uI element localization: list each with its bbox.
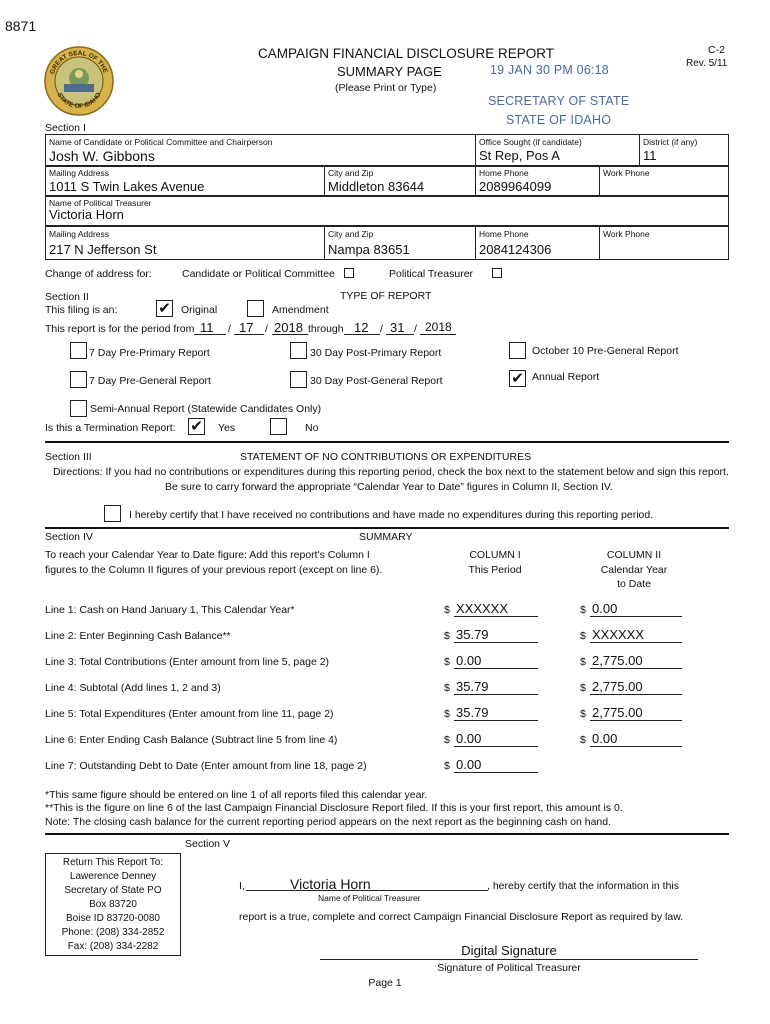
october10-pregeneral-label: October 10 Pre-General Report bbox=[532, 345, 679, 357]
summary-line-label: Line 1: Cash on Hand January 1, This Calendar Year* bbox=[45, 604, 295, 616]
return-address-line: Return This Report To: bbox=[62, 857, 164, 868]
section-3-directions-2: Be sure to carry forward the appropriate “Calendar Year to Date” figures in Column II, Section IV. bbox=[165, 481, 613, 493]
summary-intro-2: figures to the Column II figures of your previous report (except on line 6). bbox=[45, 564, 383, 576]
section-2-label: Section II bbox=[45, 291, 89, 303]
form-revision: Rev. 5/11 bbox=[686, 58, 728, 69]
section-3-directions-1: Directions: If you had no contributions or expenditures during this reporting period, check the box next to the statement below and sign this report. bbox=[53, 466, 729, 478]
column-2-subtitle-2: to Date bbox=[617, 578, 651, 590]
summary-intro-1: To reach your Calendar Year to Date figure: Add this report's Column I bbox=[45, 549, 370, 561]
treasurer-work-phone-label: Work Phone bbox=[603, 229, 650, 239]
column-2-title: COLUMN II bbox=[606, 549, 662, 561]
no-contributions-heading: STATEMENT OF NO CONTRIBUTIONS OR EXPENDITURES bbox=[240, 451, 532, 463]
page-number: Page 1 bbox=[368, 977, 402, 989]
change-candidate-label: Candidate or Political Committee bbox=[182, 268, 335, 280]
currency-symbol: $ bbox=[580, 656, 586, 668]
return-address-line: Box 83720 bbox=[89, 899, 137, 910]
svg-text:GREAT SEAL OF THE: GREAT SEAL OF THE bbox=[48, 49, 109, 76]
currency-symbol: $ bbox=[444, 734, 450, 746]
summary-line-label: Line 5: Total Expenditures (Enter amount from line 11, page 2) bbox=[45, 708, 334, 720]
summary-line-label: Line 3: Total Contributions (Enter amount from line 5, page 2) bbox=[45, 656, 330, 668]
state-seal-logo bbox=[44, 46, 114, 116]
type-of-report-heading: TYPE OF REPORT bbox=[340, 290, 432, 302]
form-code: C-2 bbox=[708, 44, 725, 56]
svg-text:STATE OF IDAHO: STATE OF IDAHO bbox=[55, 91, 103, 111]
currency-symbol: $ bbox=[444, 630, 450, 642]
signature-caption: Signature of Political Treasurer bbox=[437, 962, 581, 974]
period-from-day[interactable]: 17 bbox=[239, 320, 254, 335]
section-4-label: Section IV bbox=[45, 531, 93, 543]
city-zip-label: City and Zip bbox=[328, 168, 374, 178]
column-1-title: COLUMN I bbox=[469, 549, 521, 561]
print-instructions: (Please Print or Type) bbox=[335, 82, 437, 94]
amendment-label: Amendment bbox=[272, 304, 329, 316]
period-to-year[interactable]: 2018 bbox=[425, 320, 452, 334]
work-phone-label: Work Phone bbox=[603, 168, 650, 178]
certify-statement-2: report is a true, complete and correct Campaign Financial Disclosure Report as required by law. bbox=[239, 911, 684, 923]
treasurer-name-signature-field[interactable]: Victoria Horn bbox=[290, 876, 371, 892]
change-treasurer-label: Political Treasurer bbox=[389, 268, 474, 280]
pre-primary-7day-label: 7 Day Pre-Primary Report bbox=[89, 347, 210, 359]
post-primary-30day-checkbox[interactable] bbox=[290, 342, 307, 359]
candidate-name-field[interactable]: Josh W. Gibbons bbox=[49, 148, 155, 164]
column-2-value[interactable]: 0.00 bbox=[592, 731, 618, 746]
date-separator: / bbox=[265, 323, 268, 335]
amendment-checkbox[interactable] bbox=[247, 300, 264, 317]
original-checkbox[interactable]: ✔ bbox=[156, 300, 173, 317]
report-title: CAMPAIGN FINANCIAL DISCLOSURE REPORT bbox=[258, 46, 555, 61]
period-to-month[interactable]: 12 bbox=[354, 320, 369, 335]
return-address-line: Secretary of State PO bbox=[64, 885, 162, 896]
currency-symbol: $ bbox=[444, 708, 450, 720]
date-separator: / bbox=[380, 323, 383, 335]
column-2-value[interactable]: 2,775.00 bbox=[592, 653, 643, 668]
column-1-value[interactable]: XXXXXX bbox=[456, 601, 509, 616]
termination-no-label: No bbox=[305, 422, 319, 434]
return-address-line: Boise ID 83720-0080 bbox=[66, 913, 160, 924]
pre-general-7day-checkbox[interactable] bbox=[70, 371, 87, 388]
summary-line-label: Line 7: Outstanding Debt to Date (Enter amount from line 18, page 2) bbox=[45, 760, 367, 772]
date-separator: / bbox=[414, 323, 417, 335]
column-2-value[interactable]: 2,775.00 bbox=[592, 705, 643, 720]
certify-i-label: I, bbox=[239, 880, 245, 892]
section-divider bbox=[45, 833, 729, 835]
change-candidate-checkbox[interactable] bbox=[344, 268, 354, 278]
termination-label: Is this a Termination Report: bbox=[45, 422, 176, 434]
summary-heading: SUMMARY bbox=[359, 531, 413, 543]
office-sought-label: Office Sought (if candidate) bbox=[479, 137, 582, 147]
filing-type-label: This filing is an: bbox=[45, 304, 118, 316]
column-1-value[interactable]: 0.00 bbox=[456, 653, 482, 668]
return-address-line: Phone: (208) 334-2852 bbox=[61, 927, 165, 938]
change-address-label: Change of address for: bbox=[45, 268, 152, 280]
candidate-name-label: Name of Candidate or Political Committee and Chairperson bbox=[49, 137, 273, 147]
currency-symbol: $ bbox=[444, 682, 450, 694]
column-1-value[interactable]: 35.79 bbox=[456, 679, 489, 694]
office-sought-field[interactable]: St Rep, Pos A bbox=[479, 148, 560, 163]
home-phone-field[interactable]: 2089964099 bbox=[479, 179, 552, 194]
annual-report-label: Annual Report bbox=[532, 371, 600, 383]
pre-primary-7day-checkbox[interactable] bbox=[70, 342, 87, 359]
footnote-2: **This is the figure on line 6 of the last Campaign Financial Disclosure Report filed. If this is your first report, this amount is 0. bbox=[45, 802, 623, 814]
column-1-value[interactable]: 0.00 bbox=[456, 757, 482, 772]
period-label: This report is for the period from bbox=[45, 323, 195, 335]
treasurer-city-field[interactable]: Nampa 83651 bbox=[328, 242, 410, 257]
currency-symbol: $ bbox=[580, 682, 586, 694]
treasurer-home-phone-label: Home Phone bbox=[479, 229, 529, 239]
district-label: District (if any) bbox=[643, 137, 698, 147]
mailing-address-label: Mailing Address bbox=[49, 168, 110, 178]
treasurer-mailing-label: Mailing Address bbox=[49, 229, 110, 239]
post-general-30day-checkbox[interactable] bbox=[290, 371, 307, 388]
section-1-label: Section I bbox=[45, 122, 86, 134]
footnote-1: *This same figure should be entered on line 1 of all reports filed this calendar year. bbox=[45, 789, 428, 801]
home-phone-label: Home Phone bbox=[479, 168, 529, 178]
period-from-year[interactable]: 2018 bbox=[274, 320, 303, 335]
summary-line-label: Line 6: Enter Ending Cash Balance (Subtract line 5 from line 4) bbox=[45, 734, 338, 746]
period-from-month[interactable]: 11 bbox=[200, 320, 214, 335]
column-1-value[interactable]: 35.79 bbox=[456, 705, 489, 720]
column-2-value[interactable]: 0.00 bbox=[592, 601, 618, 616]
treasurer-name-field[interactable]: Victoria Horn bbox=[49, 207, 124, 222]
received-stamp-datetime: 19 JAN 30 PM 06:18 bbox=[490, 63, 609, 77]
section-divider bbox=[45, 527, 729, 529]
termination-no-checkbox[interactable] bbox=[270, 418, 287, 435]
currency-symbol: $ bbox=[580, 708, 586, 720]
semi-annual-label: Semi-Annual Report (Statewide Candidates Only) bbox=[90, 403, 322, 415]
summary-line-label: Line 4: Subtotal (Add lines 1, 2 and 3) bbox=[45, 682, 221, 694]
mailing-address-field[interactable]: 1011 S Twin Lakes Avenue bbox=[49, 179, 205, 194]
pre-general-7day-label: 7 Day Pre-General Report bbox=[89, 375, 211, 387]
treasurer-name-label: Name of Political Treasurer bbox=[49, 198, 152, 208]
no-contributions-checkbox[interactable] bbox=[104, 505, 121, 522]
period-to-day[interactable]: 31 bbox=[390, 320, 405, 335]
document-number: 8871 bbox=[5, 18, 37, 34]
semi-annual-checkbox[interactable] bbox=[70, 400, 87, 417]
column-2-subtitle-1: Calendar Year bbox=[600, 564, 668, 576]
column-1-value[interactable]: 0.00 bbox=[456, 731, 482, 746]
currency-symbol: $ bbox=[444, 760, 450, 772]
currency-symbol: $ bbox=[444, 604, 450, 616]
return-address-line: Lawerence Denney bbox=[69, 871, 157, 882]
treasurer-mailing-field[interactable]: 217 N Jefferson St bbox=[49, 242, 157, 257]
summary-line-label: Line 2: Enter Beginning Cash Balance** bbox=[45, 630, 231, 642]
treasurer-home-phone-field[interactable]: 2084124306 bbox=[479, 242, 552, 257]
column-2-value[interactable]: XXXXXX bbox=[592, 627, 645, 642]
section-5-label: Section V bbox=[185, 838, 230, 850]
treasurer-city-label: City and Zip bbox=[328, 229, 374, 239]
currency-symbol: $ bbox=[580, 604, 586, 616]
digital-signature-field[interactable]: Digital Signature bbox=[461, 943, 557, 958]
column-2-value[interactable]: 2,775.00 bbox=[592, 679, 643, 694]
post-general-30day-label: 30 Day Post-General Report bbox=[310, 375, 443, 387]
district-field[interactable]: 11 bbox=[643, 148, 657, 163]
return-address-line: Fax: (208) 334-2282 bbox=[67, 941, 159, 952]
termination-yes-checkbox[interactable]: ✔ bbox=[188, 418, 205, 435]
date-separator: / bbox=[228, 323, 231, 335]
column-1-value[interactable]: 35.79 bbox=[456, 627, 489, 642]
section-3-label: Section III bbox=[45, 451, 92, 463]
change-treasurer-checkbox[interactable] bbox=[492, 268, 502, 278]
annual-report-checkbox[interactable]: ✔ bbox=[509, 370, 526, 387]
received-stamp-line2: STATE OF IDAHO bbox=[506, 113, 612, 127]
currency-symbol: $ bbox=[444, 656, 450, 668]
no-contributions-statement: I hereby certify that I have received no contributions and have made no expenditures during this reporting period. bbox=[129, 509, 654, 521]
city-zip-field[interactable]: Middleton 83644 bbox=[328, 179, 425, 194]
certify-statement-1: , hereby certify that the information in this bbox=[487, 880, 680, 892]
report-subtitle: SUMMARY PAGE bbox=[337, 64, 442, 79]
termination-yes-label: Yes bbox=[218, 422, 236, 434]
currency-symbol: $ bbox=[580, 734, 586, 746]
footnote-3: Note: The closing cash balance for the current reporting period appears on the next report as the beginning cash on hand. bbox=[45, 816, 612, 828]
post-primary-30day-label: 30 Day Post-Primary Report bbox=[310, 347, 442, 359]
october10-pregeneral-checkbox[interactable] bbox=[509, 342, 526, 359]
treasurer-name-caption: Name of Political Treasurer bbox=[318, 893, 421, 903]
through-label: through bbox=[308, 323, 344, 335]
original-label: Original bbox=[181, 304, 218, 316]
received-stamp-line1: SECRETARY OF STATE bbox=[488, 94, 630, 108]
column-1-subtitle: This Period bbox=[468, 564, 522, 576]
currency-symbol: $ bbox=[580, 630, 586, 642]
section-divider bbox=[45, 441, 729, 443]
